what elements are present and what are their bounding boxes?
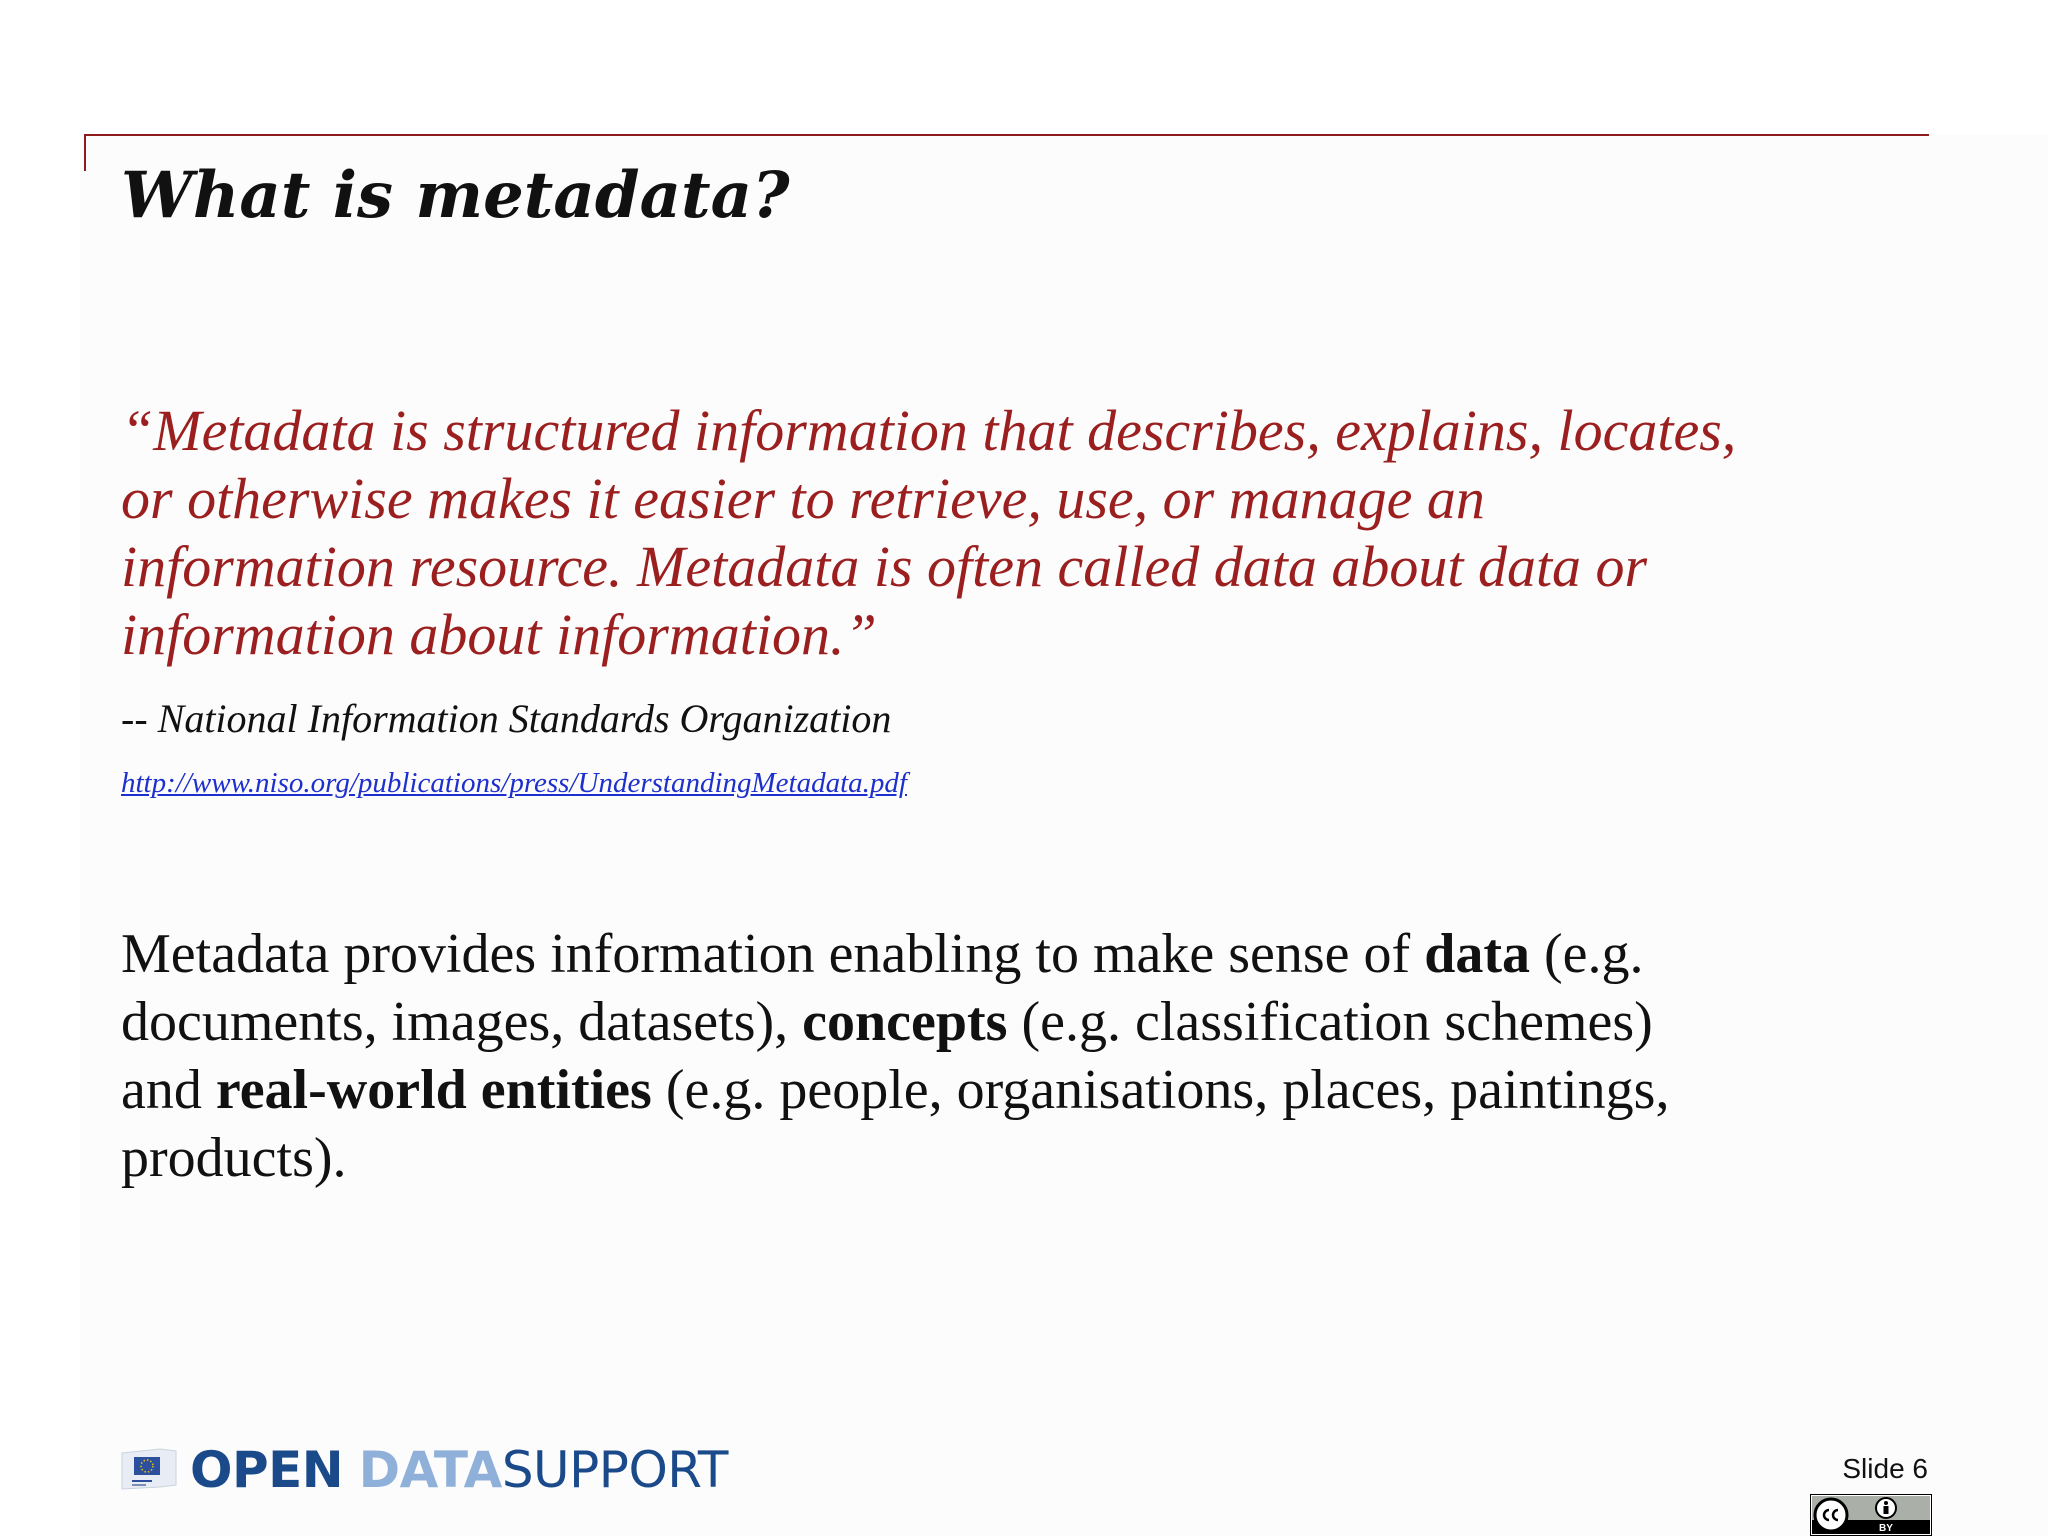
cc-icon <box>1815 1499 1847 1531</box>
body-line <box>121 920 1951 988</box>
quote-line: “Metadata is structured information that describes, explains, locates, <box>121 398 1737 463</box>
content-area <box>80 135 2048 1536</box>
body-line <box>121 1056 1951 1124</box>
logo-support: SUPPORT <box>501 1441 728 1499</box>
bold-term-real-world-entities: real-world entities <box>215 1059 652 1121</box>
body-text-segment: documents, images, datasets), <box>121 991 803 1053</box>
bold-term-data: data <box>1424 923 1530 985</box>
source-link[interactable]: http://www.niso.org/publications/press/UnderstandingMetadata.pdf <box>121 767 907 799</box>
body-paragraph <box>121 920 1951 1192</box>
slide-title: What is metadata? <box>121 158 790 233</box>
quote-line: or otherwise makes it easier to retrieve, use, or manage an <box>121 466 1485 531</box>
bold-term-concepts: concepts <box>802 991 1008 1053</box>
body-text-segment: (e.g. <box>1529 923 1644 985</box>
slide-number: Slide 6 <box>1842 1453 1928 1484</box>
license-label: BY <box>1879 1523 1893 1534</box>
eu-flag-icon <box>120 1447 180 1493</box>
body-text-segment: (e.g. classification schemes) <box>1007 991 1653 1053</box>
quote-line: information resource. Metadata is often called data about data or <box>121 534 1648 599</box>
title-rule-tick <box>84 134 86 171</box>
logo-wordmark <box>190 1440 728 1500</box>
quote-attribution: -- National Information Standards Organization <box>121 696 892 741</box>
quote-line: information about information.” <box>121 602 877 667</box>
body-line <box>121 988 1951 1056</box>
logo-data: DATA <box>358 1441 502 1499</box>
cc-by-license-badge <box>1810 1494 1932 1536</box>
body-text-segment: (e.g. people, organisations, places, paintings, <box>651 1059 1670 1121</box>
open-data-support-logo <box>120 1440 728 1500</box>
title-rule <box>84 134 1929 136</box>
body-text-segment: and <box>121 1059 216 1121</box>
by-icon <box>1876 1498 1896 1518</box>
body-line: products). <box>121 1127 347 1189</box>
definition-quote <box>121 397 1951 669</box>
logo-open: OPEN <box>190 1441 344 1499</box>
body-text-segment: Metadata provides information enabling to make sense of <box>121 923 1425 985</box>
